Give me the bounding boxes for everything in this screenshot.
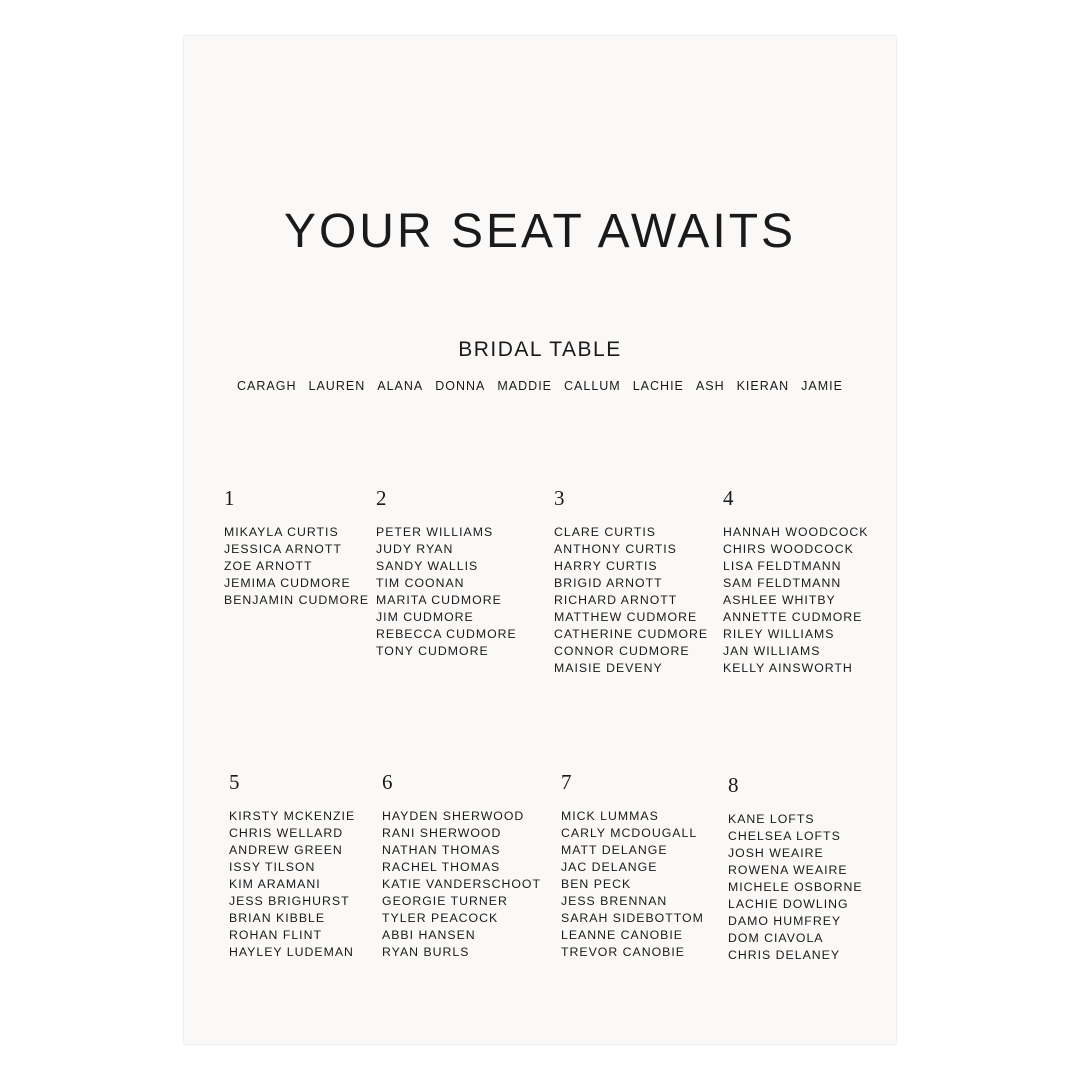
- guest-name: ISSY TILSON: [229, 860, 316, 874]
- bridal-table-names: [184, 380, 896, 393]
- guest-name: DAMO HUMFREY: [728, 914, 842, 928]
- guest-name: ROWENA WEAIRE: [728, 863, 848, 877]
- guest-name: JOSH WEAIRE: [728, 846, 824, 860]
- guest-name: HANNAH WOODCOCK: [723, 525, 869, 539]
- guest-name: BEN PECK: [561, 877, 632, 891]
- guest-name: HAYDEN SHERWOOD: [382, 809, 525, 823]
- guest-list: [561, 808, 704, 961]
- guest-name: MICHELE OSBORNE: [728, 880, 863, 894]
- guest-name: NATHAN THOMAS: [382, 843, 501, 857]
- table-8: [728, 775, 863, 964]
- bridal-name: MADDIE: [497, 379, 553, 393]
- guest-name: KANE LOFTS: [728, 812, 815, 826]
- guest-list: [376, 524, 517, 660]
- guest-name: CHRIS DELANEY: [728, 948, 841, 962]
- guest-name: ZOE ARNOTT: [224, 559, 313, 573]
- bridal-name: DONNA: [435, 379, 486, 393]
- guest-name: ASHLEE WHITBY: [723, 593, 836, 607]
- table-number: 1: [224, 486, 235, 510]
- guest-name: KIM ARAMANI: [229, 877, 321, 891]
- guest-name: LACHIE DOWLING: [728, 897, 849, 911]
- guest-name: ABBI HANSEN: [382, 928, 476, 942]
- guest-name: CATHERINE CUDMORE: [554, 627, 709, 641]
- guest-name: SAM FELDTMANN: [723, 576, 842, 590]
- guest-list: [554, 524, 708, 677]
- guest-name: MATT DELANGE: [561, 843, 668, 857]
- guest-name: BRIAN KIBBLE: [229, 911, 326, 925]
- guest-name: CHELSEA LOFTS: [728, 829, 841, 843]
- bridal-name: CARAGH: [237, 379, 297, 393]
- guest-name: JAN WILLIAMS: [723, 644, 821, 658]
- guest-name: RANI SHERWOOD: [382, 826, 502, 840]
- guest-name: JUDY RYAN: [376, 542, 454, 556]
- bridal-table-title: BRIDAL TABLE: [458, 338, 622, 361]
- guest-name: JIM CUDMORE: [376, 610, 474, 624]
- guest-name: JESS BRIGHURST: [229, 894, 350, 908]
- guest-list: [723, 524, 869, 677]
- guest-name: MARITA CUDMORE: [376, 593, 502, 607]
- guest-name: ANTHONY CURTIS: [554, 542, 677, 556]
- guest-list: [728, 811, 863, 964]
- guest-name: KIRSTY MCKENZIE: [229, 809, 356, 823]
- table-2: [376, 488, 517, 660]
- guest-name: MICK LUMMAS: [561, 809, 659, 823]
- guest-name: ANNETTE CUDMORE: [723, 610, 863, 624]
- guest-name: CHIRS WOODCOCK: [723, 542, 854, 556]
- seating-chart-card: [184, 36, 896, 1044]
- table-1: [224, 488, 369, 609]
- guest-name: MATTHEW CUDMORE: [554, 610, 698, 624]
- table-7: [561, 772, 704, 961]
- bridal-name: ASH: [695, 379, 725, 393]
- table-number: 5: [229, 770, 240, 794]
- guest-name: RILEY WILLIAMS: [723, 627, 835, 641]
- guest-name: TONY CUDMORE: [376, 644, 489, 658]
- guest-name: LISA FELDTMANN: [723, 559, 842, 573]
- guest-name: HARRY CURTIS: [554, 559, 658, 573]
- guest-name: REBECCA CUDMORE: [376, 627, 517, 641]
- guest-name: KELLY AINSWORTH: [723, 661, 853, 675]
- guest-name: GEORGIE TURNER: [382, 894, 508, 908]
- table-number: 8: [728, 773, 739, 797]
- guest-name: BRIGID ARNOTT: [554, 576, 663, 590]
- guest-name: HAYLEY LUDEMAN: [229, 945, 354, 959]
- page-title: YOUR SEAT AWAITS: [283, 205, 797, 258]
- guest-name: MIKAYLA CURTIS: [224, 525, 339, 539]
- guest-name: JESS BRENNAN: [561, 894, 668, 908]
- table-number: 6: [382, 770, 393, 794]
- table-number: 2: [376, 486, 387, 510]
- guest-name: JEMIMA CUDMORE: [224, 576, 351, 590]
- bridal-name: LAUREN: [308, 379, 366, 393]
- guest-name: ANDREW GREEN: [229, 843, 343, 857]
- table-5: [229, 772, 355, 961]
- guest-name: CHRIS WELLARD: [229, 826, 344, 840]
- guest-list: [382, 808, 541, 961]
- guest-name: TREVOR CANOBIE: [561, 945, 686, 959]
- guest-name: DOM CIAVOLA: [728, 931, 824, 945]
- guest-name: TYLER PEACOCK: [382, 911, 499, 925]
- guest-name: RACHEL THOMAS: [382, 860, 501, 874]
- table-4: [723, 488, 869, 677]
- guest-name: SANDY WALLIS: [376, 559, 479, 573]
- guest-name: KATIE VANDERSCHOOT: [382, 877, 541, 891]
- bridal-name: ALANA: [377, 379, 424, 393]
- guest-name: RICHARD ARNOTT: [554, 593, 678, 607]
- guest-name: LEANNE CANOBIE: [561, 928, 683, 942]
- bridal-name: CALLUM: [564, 379, 621, 393]
- table-6: [382, 772, 541, 961]
- guest-name: ROHAN FLINT: [229, 928, 322, 942]
- guest-name: CARLY MCDOUGALL: [561, 826, 698, 840]
- guest-name: JESSICA ARNOTT: [224, 542, 342, 556]
- bridal-name: KIERAN: [736, 379, 790, 393]
- table-number: 3: [554, 486, 565, 510]
- table-3: [554, 488, 708, 677]
- table-number: 7: [561, 770, 572, 794]
- guest-name: CONNOR CUDMORE: [554, 644, 690, 658]
- guest-name: CLARE CURTIS: [554, 525, 656, 539]
- guest-name: SARAH SIDEBOTTOM: [561, 911, 704, 925]
- guest-name: TIM COONAN: [376, 576, 465, 590]
- guest-name: RYAN BURLS: [382, 945, 470, 959]
- guest-name: BENJAMIN CUDMORE: [224, 593, 370, 607]
- guest-list: [224, 524, 369, 609]
- guest-list: [229, 808, 355, 961]
- bridal-name: LACHIE: [632, 379, 684, 393]
- guest-name: MAISIE DEVENY: [554, 661, 663, 675]
- guest-name: JAC DELANGE: [561, 860, 658, 874]
- bridal-name: JAMIE: [801, 379, 843, 393]
- guest-name: PETER WILLIAMS: [376, 525, 494, 539]
- table-number: 4: [723, 486, 734, 510]
